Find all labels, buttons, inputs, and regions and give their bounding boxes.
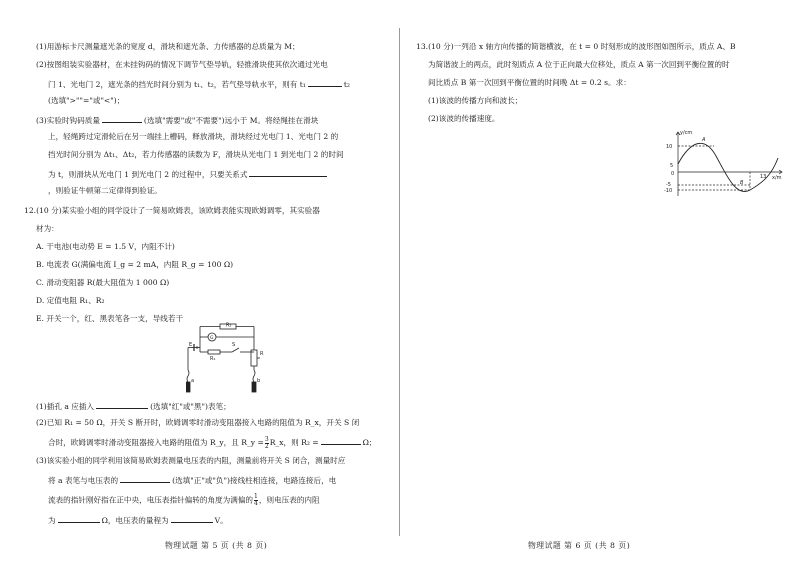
q11-line-7: 挡光时间分别为 Δt₁、Δt₂，若力传感器的读数为 F，滑块从光电门 1 到光电门 2 的时间 bbox=[48, 150, 344, 159]
fraction-3-2 bbox=[265, 437, 269, 450]
label-s: S bbox=[232, 342, 236, 348]
q12-part-3-line-4 bbox=[48, 514, 228, 526]
page-6 bbox=[400, 0, 800, 566]
q12-part-1b: (选填"红"或"黑")表笔； bbox=[150, 402, 231, 411]
q12-item-b: B. 电流表 G(满偏电流 I_g = 2 mA，内阻 R_g = 100 Ω) bbox=[36, 260, 234, 269]
label-r1: R₁ bbox=[210, 356, 216, 362]
x-axis-label: x/m bbox=[772, 175, 782, 181]
q11-line-5a: (3)实验时钩码质量 bbox=[36, 116, 100, 125]
q12-blank-4[interactable] bbox=[58, 514, 100, 523]
label-a: a bbox=[191, 378, 195, 384]
point-b: B bbox=[740, 180, 744, 186]
q11-line-5 bbox=[36, 114, 318, 126]
q12-part-1 bbox=[36, 400, 231, 412]
q12-part-2-text-c: Ω； bbox=[362, 438, 377, 447]
fraction-1-4 bbox=[254, 494, 258, 507]
tick-y5: 5 bbox=[670, 163, 674, 169]
q12-item-d: D. 定值电阻 R₁、R₂ bbox=[36, 296, 105, 305]
q11-line-9: ，则验证牛顿第二定律得到验证。 bbox=[48, 186, 162, 195]
label-e: E bbox=[189, 342, 193, 348]
q12-blank-2[interactable] bbox=[321, 436, 361, 445]
q12-blank-1[interactable] bbox=[96, 400, 148, 409]
q12-part-3-line-2 bbox=[48, 474, 336, 486]
fraction-3-2-num: 3 bbox=[264, 435, 269, 443]
wave-curve bbox=[678, 143, 778, 191]
q11-line-3 bbox=[48, 78, 350, 90]
q13-line-3: 间比质点 B 第一次回到平衡位置的时间晚 Δt = 0.2 s。求： bbox=[428, 78, 631, 87]
q12-part-3-text-d: ，则电压表的内阻 bbox=[258, 495, 320, 505]
q12-part-3-line-1: (3)该实验小组的同学利用该简易欧姆表测量电压表的内阻，测量前将开关 S 闭合，测量时应 bbox=[36, 456, 346, 465]
q12-part-3-line-3 bbox=[48, 494, 320, 507]
terminal-b[interactable] bbox=[252, 382, 256, 392]
tick-y-10: -10 bbox=[664, 188, 673, 194]
q13-line-1: 13.(10 分)一列沿 x 轴方向传播的简谐横波，在 t = 0 时刻形成的波形图如图所示，质点 A、B bbox=[416, 42, 736, 51]
wave-graph bbox=[664, 128, 794, 202]
q12-part-3-text-c: 流表的指针刚好指在正中央，电压表指针偏转的角度为满偏的 bbox=[48, 495, 254, 505]
tick-y0: 0 bbox=[671, 171, 675, 177]
fraction-1-4-num: 1 bbox=[254, 493, 258, 500]
label-b: b bbox=[257, 378, 261, 384]
q12-item-e: E. 开关一个，红、黑表笔各一支，导线若干 bbox=[36, 314, 184, 323]
q12-item-a: A. 干电池(电动势 E = 1.5 V，内阻不计) bbox=[36, 242, 175, 251]
q12-part-1a: (1)插孔 a 应插入 bbox=[36, 402, 95, 411]
q11-line-8 bbox=[48, 168, 327, 180]
q12-part-3-text-a: 将 a 表笔与电压表的 bbox=[48, 476, 119, 485]
q11-line-2: (2)按图组装实验器材，在未挂钩码的情况下调节气垫导轨，轻推滑块使其依次通过光电 bbox=[36, 60, 328, 69]
q11-blank-2[interactable] bbox=[102, 114, 142, 123]
switch-s[interactable] bbox=[232, 348, 239, 352]
q12-part-3-text-e: 为 bbox=[48, 516, 56, 525]
q11-line-1: (1)用游标卡尺测量遮光条的宽度 d，滑块和遮光条、力传感器的总质量为 M； bbox=[36, 42, 300, 51]
q12-line-1: 12.(10 分)某实验小组的同学设计了一简易欧姆表，该欧姆表能实现欧姆调零，其实验器 bbox=[24, 206, 320, 215]
label-r: R bbox=[260, 351, 264, 357]
q12-line-2: 材为： bbox=[36, 224, 59, 233]
q12-part-3-text-b: (选填"正"或"负")接线柱相连接，电路连接后，电 bbox=[172, 476, 337, 485]
q11-line-5b: (选填"需要"或"不需要")远小于 M。将经绳挂在滑块 bbox=[143, 116, 319, 125]
q12-part-2-text-a: 合时，欧姆调零时滑动变阻器接入电路的阻值为 R_y，且 R_y = bbox=[48, 438, 264, 447]
q12-part-3-text-f: Ω，电压表的量程为 bbox=[101, 516, 169, 525]
footer-page-6: 物理试题 第 6 页 (共 8 页) bbox=[528, 541, 631, 550]
circuit-diagram bbox=[186, 322, 272, 394]
q12-blank-5[interactable] bbox=[171, 514, 213, 523]
q12-part-2-text-b: R_x，则 R₂ = bbox=[269, 438, 319, 447]
q11-blank-1[interactable] bbox=[308, 78, 342, 87]
q13-part-2: (2)该波的传播速度。 bbox=[428, 114, 500, 123]
terminal-a[interactable] bbox=[186, 382, 190, 392]
q11-line-3-t2: t₂ bbox=[343, 80, 350, 89]
q12-blank-3[interactable] bbox=[120, 474, 170, 483]
y-axis-label: y/cm bbox=[680, 130, 693, 136]
q12-part-3-text-g: V。 bbox=[214, 516, 228, 525]
q12-part-2-line-1: (2)已知 R₁ = 50 Ω，开关 S 断开时，欧姆调零时滑动变阻器接入电路的阻值为 R_x，开关 S 闭 bbox=[36, 418, 360, 427]
fraction-3-2-den: 2 bbox=[264, 442, 269, 450]
q11-line-8-text: 为 t，则滑块从光电门 1 到光电门 2 的过程中，只要关系式 bbox=[48, 170, 248, 179]
tick-y-5: -5 bbox=[666, 182, 671, 188]
tick-y10: 10 bbox=[666, 144, 673, 150]
label-g: G bbox=[210, 336, 214, 341]
fraction-1-4-den: 4 bbox=[254, 500, 258, 507]
label-r2: R₂ bbox=[226, 322, 232, 329]
q12-part-2-line-2 bbox=[48, 436, 377, 450]
resistor-r1 bbox=[208, 350, 220, 354]
q13-line-2: 为简谐波上的两点，此时刻质点 A 位于正向最大位移处，质点 A 第一次回到平衡位置的时 bbox=[428, 60, 730, 69]
q11-line-3-text: 门 1、光电门 2，遮光条的挡光时间分别为 t₁、t₂，若气垫导轨水平，则有 t₁ bbox=[48, 80, 306, 89]
q11-line-4: (选填">""="或"<")； bbox=[48, 96, 125, 105]
footer-page-5: 物理试题 第 5 页 (共 8 页) bbox=[165, 541, 268, 550]
point-a: A bbox=[702, 137, 706, 143]
q11-line-6: 上，轻绳跨过定滑轮后在另一端挂上槽码，释放滑块，滑块经过光电门 1、光电门 2 的 bbox=[48, 132, 339, 141]
q13-part-1: (1)该波的传播方向和波长； bbox=[428, 96, 523, 105]
tick-x13: 13 bbox=[760, 174, 767, 180]
q11-blank-3[interactable] bbox=[249, 168, 327, 177]
q12-item-c: C. 滑动变阻器 R(最大阻值为 1 000 Ω) bbox=[36, 278, 170, 287]
